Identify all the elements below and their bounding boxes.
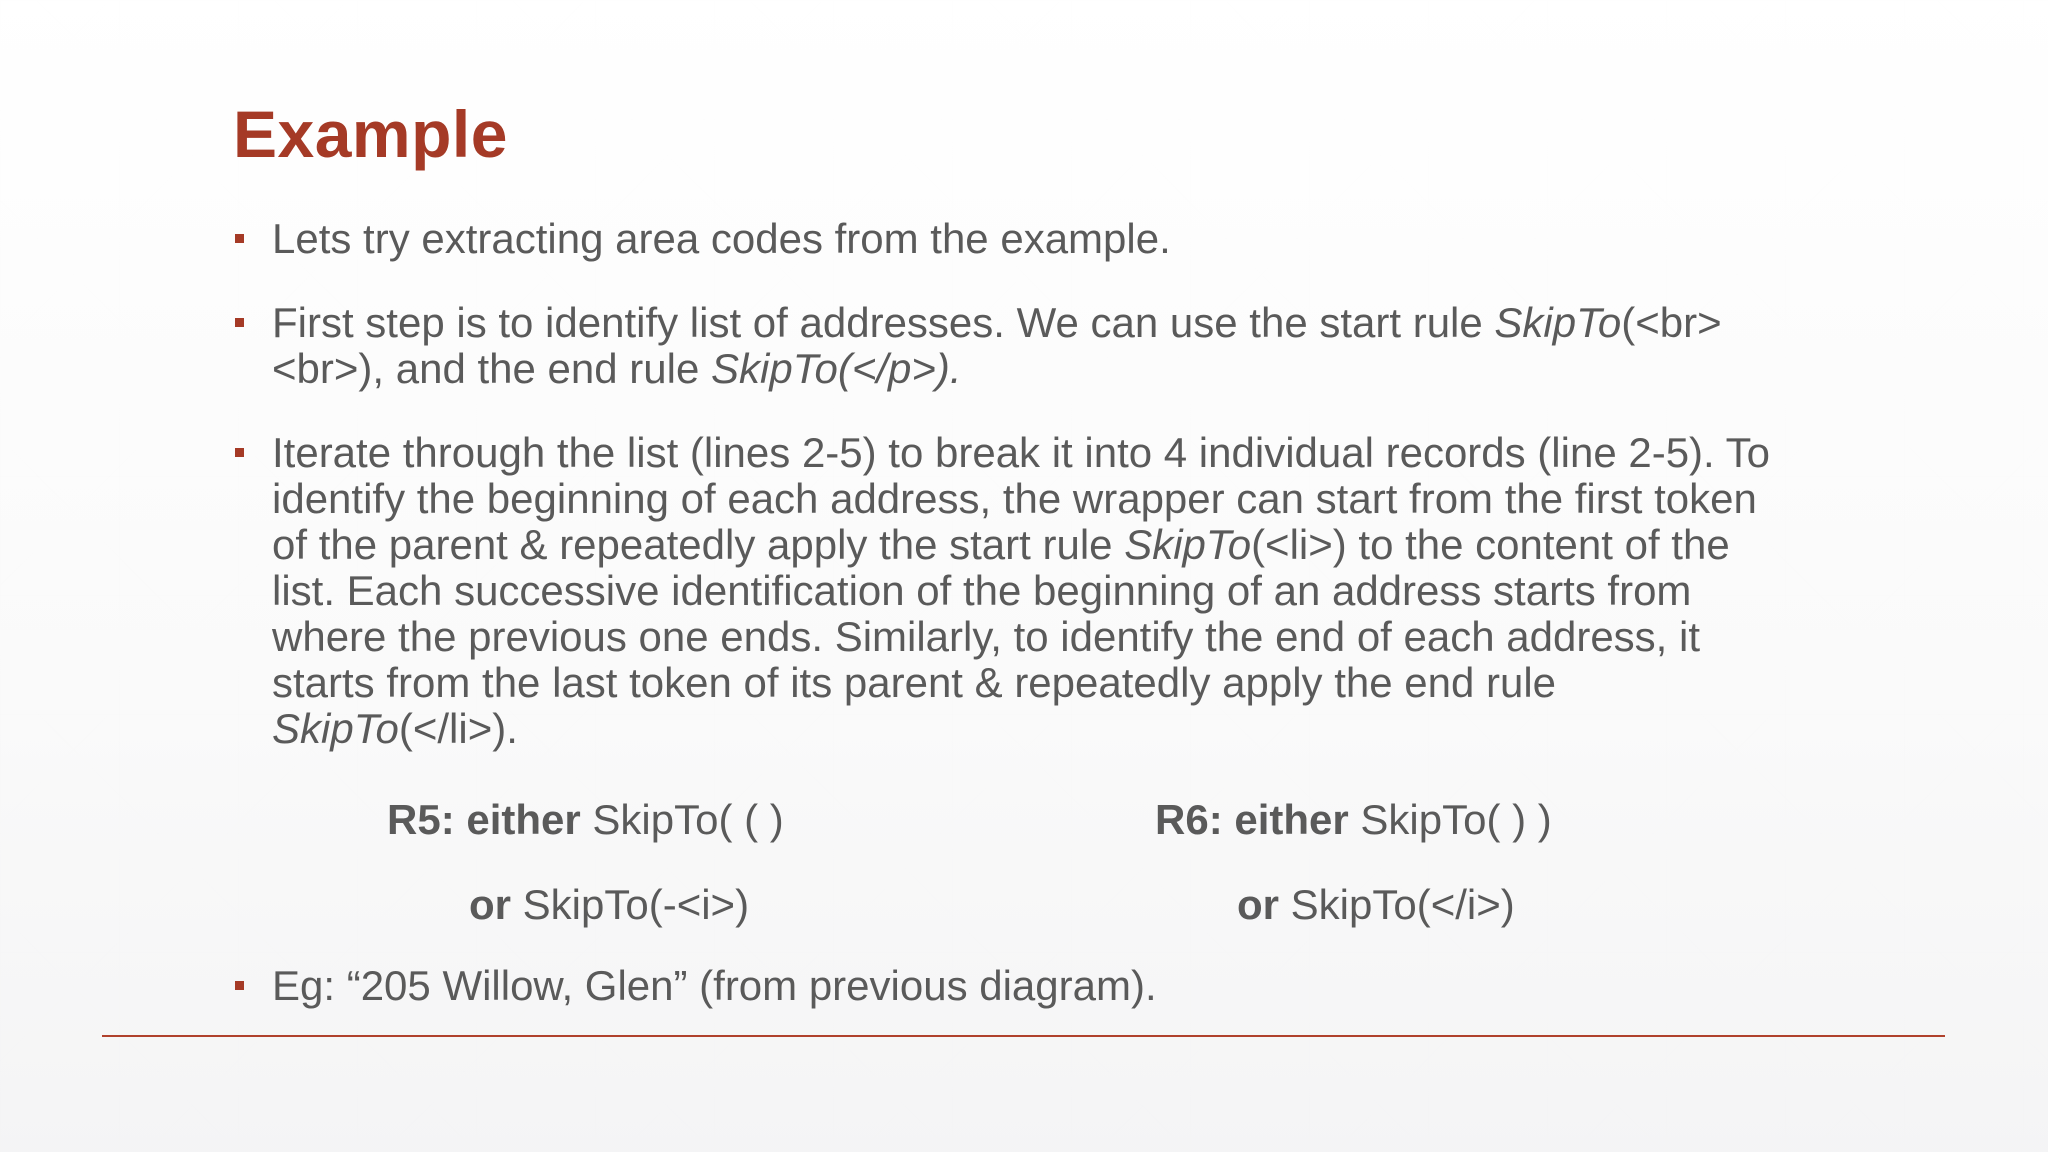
slide-title: Example	[233, 97, 508, 171]
bullet-item-1	[233, 216, 1803, 262]
italic-text: SkipTo	[1494, 299, 1622, 346]
bullet-text: Iterate through the list (lines 2-5) to break it into 4 individual records (line 2-5). To identify the beginning of each address, the wrapper can start from the first token of the parent & repeatedly apply the start rule	[272, 429, 1770, 568]
italic-text: SkipTo(</p>).	[710, 345, 962, 392]
rule-r5-or	[469, 882, 749, 928]
italic-text: SkipTo	[1124, 521, 1252, 568]
rule-label: or	[469, 881, 511, 928]
bullet-text: (<li>) to the content of the list. Each successive identification of the beginning of an address starts from where the previous one ends. Similarly, to identify the end of each address, it starts from the last token of its parent & repeatedly apply the end rule	[272, 521, 1730, 706]
rule-text: SkipTo(</i>)	[1279, 881, 1515, 928]
footer-divider	[102, 1035, 1945, 1037]
bullet-text: (<br><br>), and the end rule	[272, 299, 1722, 392]
bullet-item-4	[233, 963, 1157, 1009]
bullet-marker-icon	[235, 448, 244, 457]
bullet-item-3	[233, 430, 1803, 752]
rule-r5-either	[387, 797, 784, 843]
bullet-text: Eg: “205 Willow, Glen” (from previous diagram).	[272, 962, 1157, 1009]
rule-text: SkipTo(-<i>)	[511, 881, 750, 928]
rule-label: R6: either	[1155, 796, 1349, 843]
rule-label: or	[1237, 881, 1279, 928]
rule-r6-either	[1155, 797, 1552, 843]
bullet-text: Lets try extracting area codes from the example.	[272, 215, 1171, 262]
rule-r6-or	[1237, 882, 1515, 928]
bullet-item-2	[233, 300, 1803, 392]
bullet-list	[233, 216, 1803, 790]
bullet-text: (</li>).	[398, 705, 518, 752]
rule-text: SkipTo( ( )	[580, 796, 784, 843]
rule-label: R5: either	[387, 796, 581, 843]
bullet-marker-icon	[235, 318, 244, 327]
bullet-marker-icon	[235, 234, 244, 243]
bullet-text: First step is to identify list of addresses. We can use the start rule	[272, 299, 1495, 346]
italic-text: SkipTo	[272, 705, 399, 752]
bullet-marker-icon	[235, 981, 244, 990]
rule-text: SkipTo( ) )	[1348, 796, 1552, 843]
